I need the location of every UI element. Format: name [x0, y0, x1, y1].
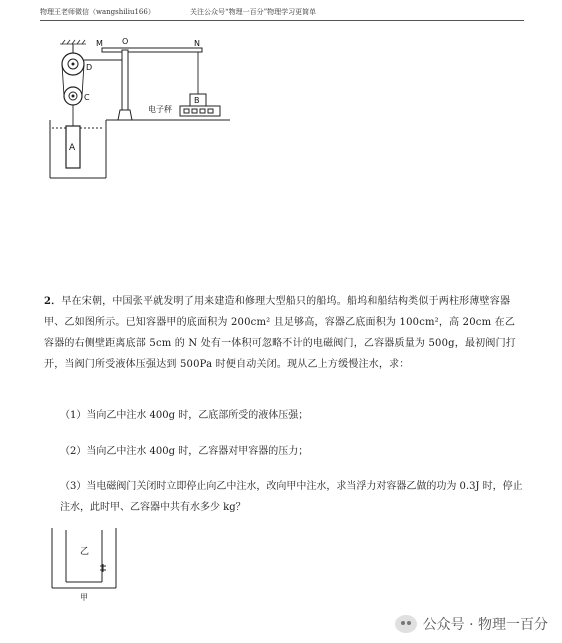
- question-2-sub-3: （3）当电磁阀门关闭时立即停止向乙中注水，改向甲中注水，求当浮力对容器乙做的功为 0.3J 时，停止注水，此时甲、乙容器中共有水多少 kg？: [60, 481, 523, 513]
- header-left-text: 物理王老师微信（wangshiliu166）: [40, 8, 155, 16]
- label-b: B: [194, 96, 200, 105]
- header-center-text: 关注公众号“物理一百分”物理学习更简单: [190, 8, 317, 16]
- container-jia: [52, 528, 116, 588]
- label-jia: 甲: [80, 593, 88, 602]
- valve-n: [100, 564, 106, 572]
- question-2-sub-1: （1）当向乙中注水 400g 时，乙底部所受的液体压强；: [60, 410, 309, 421]
- label-n: N: [194, 39, 200, 48]
- label-d: D: [86, 63, 93, 72]
- question-2-sub-2: （2）当向乙中注水 400g 时，乙容器对甲容器的压力；: [60, 446, 309, 457]
- label-o: O: [122, 37, 129, 46]
- question-2-number: 2．: [44, 296, 62, 307]
- label-yi: 乙: [80, 547, 90, 557]
- figure-containers: [44, 526, 134, 606]
- label-c: C: [84, 93, 90, 102]
- wechat-icon: [395, 615, 417, 633]
- watermark: [395, 611, 548, 637]
- label-a: A: [69, 143, 76, 153]
- figure-lever-pulley: [40, 28, 240, 188]
- page-header: [40, 4, 524, 21]
- label-scale: 电子秤: [148, 105, 172, 114]
- lever-mon: [102, 48, 202, 52]
- question-2-body: 早在宋朝，中国张平就发明了用来建造和修理大型船只的船坞。船坞和船结构类似于两柱形薄壁容器甲、乙如图所示。已知容器甲的底面积为 200cm² 且足够高，容器乙底面积为 100cm²，高 20cm 在乙容器的右侧壁距离底部 5cm 的 N 处有一体积可忽略不计的电磁阀门，乙容器质量为 500g，最初阀门打开，当阀门所受液体压强达到 500Pa 时便自动关闭。现从乙上方缓慢注水，求：: [44, 296, 516, 370]
- electronic-scale: [180, 106, 220, 116]
- watermark-text: 公众号 · 物理一百分: [422, 617, 548, 633]
- label-m: M: [96, 39, 103, 48]
- question-2-text: [44, 291, 524, 375]
- ropes: [62, 44, 126, 126]
- pivot-post: [118, 50, 132, 120]
